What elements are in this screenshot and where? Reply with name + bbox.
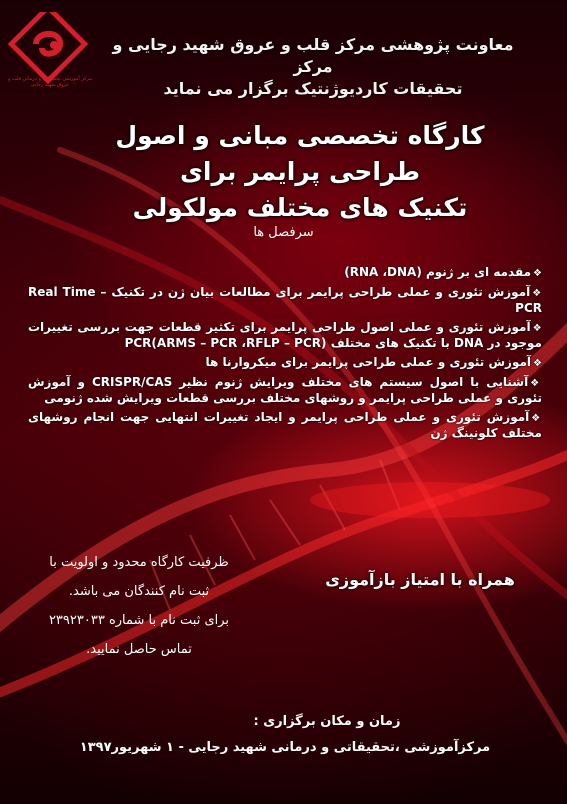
title-line-2: تکنیک های مختلف مولکولی	[132, 193, 468, 222]
topic-item: ❖ آموزش تئوری و عملی اصول طراحی پرایمر برای تکثیر قطعات جهت بررسی تغییرات موجود در DNA با تکنیک های مختلف PCR(ARMS – PCR ،RFLP – PCR)	[28, 320, 542, 351]
header	[93, 34, 533, 100]
topics-heading: سرفصل ها	[253, 225, 314, 240]
registration-phone-line: برای ثبت نام با شماره ۲۳۹۲۳۰۳۳	[48, 613, 230, 628]
logo-caption: مرکز آموزشی تحقیقاتی و درمانی قلب و عروق شهید رجایی	[8, 76, 92, 88]
registration-info	[24, 548, 254, 664]
workshop-title	[80, 118, 520, 226]
topic-item: ❖ آموزش تئوری و عملی طراحی پرایمر و ایجاد تغییرات انتهایی جهت انجام روشهای مختلف کلونینگ ژن	[28, 410, 542, 441]
topics-list	[28, 265, 542, 445]
cme-credit-note: همراه با امتیاز بازآموزی	[325, 570, 515, 589]
header-line-2: تحقیقات کاردیوژنتیک برگزار می نماید	[163, 79, 463, 98]
time-place-value: مرکزآموزشی ،تحقیقاتی و درمانی شهید رجایی - ۱ شهریور۱۳۹۷	[79, 740, 491, 755]
capacity-line-2: ثبت نام کنندگان می باشد.	[68, 584, 210, 599]
topic-item: ❖ مقدمه ای بر ژنوم (RNA ،DNA)	[28, 265, 542, 281]
time-place-label: زمان و مکان برگزاری :	[253, 714, 401, 729]
header-line-1: معاونت پژوهشی مرکز قلب و عروق شهید رجایی و مرکز	[112, 35, 514, 76]
topic-item: ❖ آموزش تئوری و عملی طراحی پرایمر برای مطالعات بیان ژن در تکنیک – Real Time PCR	[28, 285, 542, 316]
topic-item: ❖ آموزش تئوری و عملی طراحی پرایمر برای میکروارنا ها	[28, 355, 542, 371]
title-line-1: کارگاه تخصصی مبانی و اصول طراحی پرایمر برای	[115, 121, 485, 186]
capacity-line-1: ظرفیت کارگاه محدود و اولویت با	[49, 555, 229, 570]
topic-item: ❖ آشنایی با اصول سیستم های مختلف ویرایش ژنوم نظیر CRISPR/CAS و آموزش تئوری و عملی طراحی پرایمر و روشهای مختلف بررسی قطعات ویرایش شده ژنومی	[28, 375, 542, 406]
capacity-line-4: تماس حاصل نمایید.	[86, 642, 192, 657]
